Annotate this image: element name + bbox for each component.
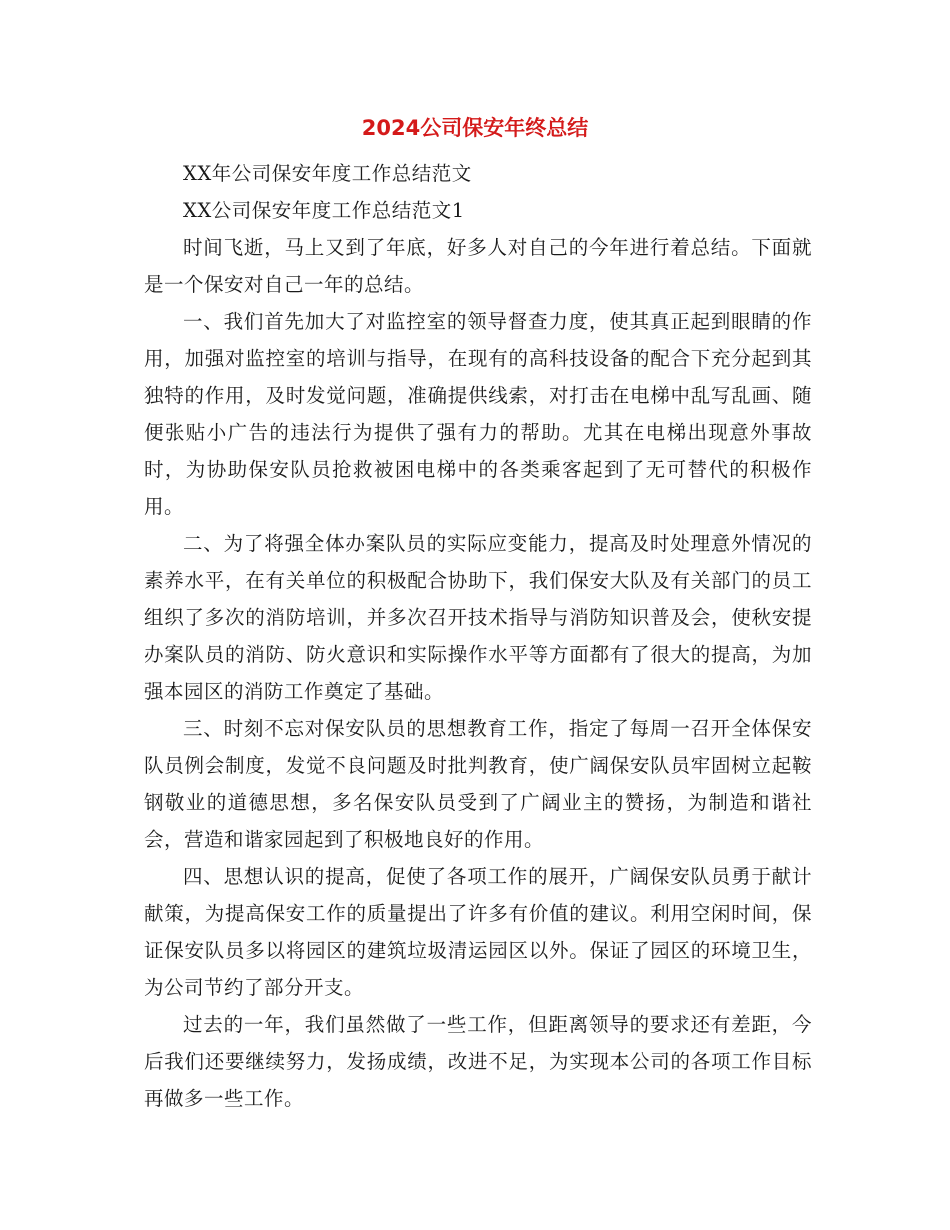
paragraph-section-2: 二、为了将强全体办案队员的实际应变能力，提高及时处理意外情况的素养水平，在有关单位的积极配合协助下，我们保安大队及有关部门的员工组织了多次的消防培训，并多次召开技术指导与消防知识普及会，使秋安提办案队员的消防、防火意识和实际操作水平等方面都有了很大的提高，为加强本园区的消防工作奠定了基础。 (144, 532, 812, 703)
paragraph-heading-2: XX公司保安年度工作总结范文1 (183, 199, 465, 222)
document-title: 2024公司保安年终总结 (361, 116, 589, 140)
paragraph-section-4: 四、思想认识的提高，促使了各项工作的展开，广阔保安队员勇于献计献策，为提高保安工作的质量提出了许多有价值的建议。利用空闲时间，保证保安队员多以将园区的建筑垃圾清运园区以外。保证了园区的环境卫生，为公司节约了部分开支。 (144, 865, 812, 999)
paragraph-conclusion: 过去的一年，我们虽然做了一些工作，但距离领导的要求还有差距，今后我们还要继续努力，发扬成绩，改进不足，为实现本公司的各项工作目标再做多一些工作。 (144, 1013, 812, 1110)
paragraph-section-1: 一、我们首先加大了对监控室的领导督查力度，使其真正起到眼睛的作用，加强对监控室的培训与指导，在现有的高科技设备的配合下充分起到其独特的作用，及时发觉问题，准确提供线索，对打击在电梯中乱写乱画、随便张贴小广告的违法行为提供了强有力的帮助。尤其在电梯出现意外事故时，为协助保安队员抢救被困电梯中的各类乘客起到了无可替代的积极作用。 (144, 310, 812, 518)
document-body (144, 155, 812, 1117)
paragraph-section-3: 三、时刻不忘对保安队员的思想教育工作，指定了每周一召开全体保安队员例会制度，发觉不良问题及时批判教育，使广阔保安队员牢固树立起鞍钢敬业的道德思想，多名保安队员受到了广阔业主的赞扬，为制造和谐社会，营造和谐家园起到了积极地良好的作用。 (144, 717, 812, 851)
paragraph-intro: 时间飞逝，马上又到了年底，好多人对自己的今年进行着总结。下面就是一个保安对自己一年的总结。 (144, 236, 812, 296)
paragraph-heading-1: XX年公司保安年度工作总结范文 (183, 162, 472, 185)
